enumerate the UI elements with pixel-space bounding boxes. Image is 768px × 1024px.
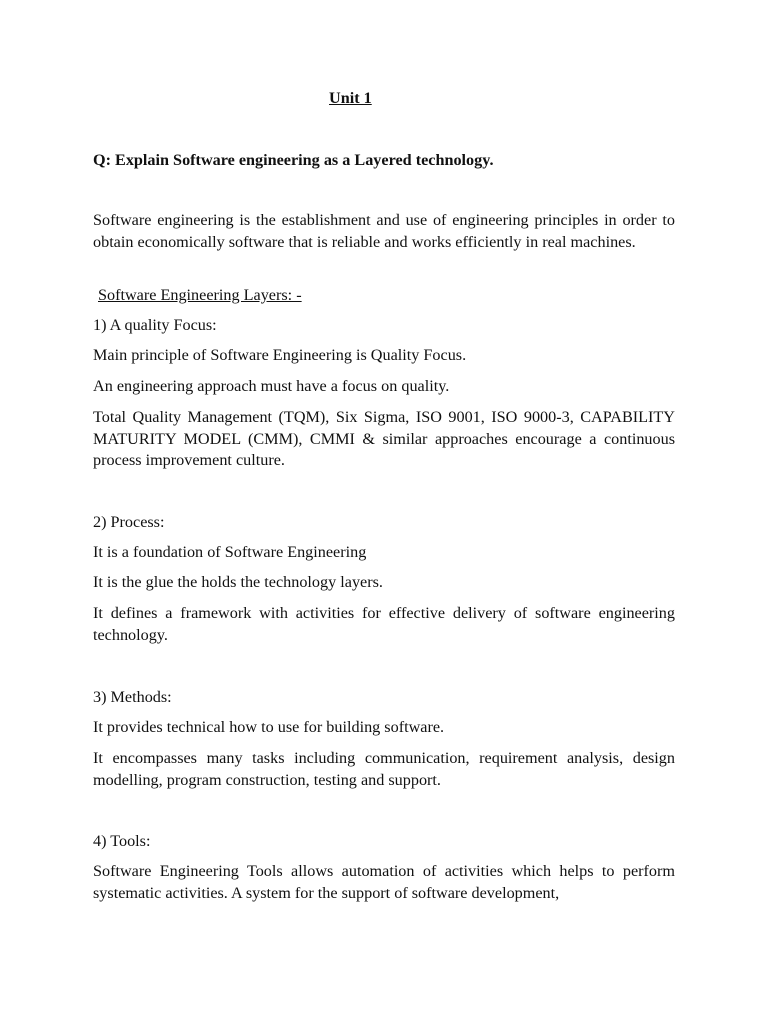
section-heading-process: 2) Process: [93,513,165,531]
process-paragraph-2: It is the glue the holds the technology layers. [93,573,383,591]
page-title: Unit 1 [329,89,372,107]
section-heading-quality-focus: 1) A quality Focus: [93,316,217,334]
layers-heading: Software Engineering Layers: - [98,286,302,304]
quality-paragraph-1: Main principle of Software Engineering is Quality Focus. [93,346,467,364]
tools-paragraph-1: Software Engineering Tools allows automation of activities which helps to perform systematic activities. A system for the support of software development, [93,862,675,902]
quality-paragraph-3: Total Quality Management (TQM), Six Sigma, ISO 9001, ISO 9000-3, CAPABILITY MATURITY MODEL (CMM), CMMI & similar approaches encourage a continuous process improvement culture. [93,408,675,469]
methods-paragraph-1: It provides technical how to use for building software. [93,718,445,736]
process-paragraph-1: It is a foundation of Software Engineering [93,543,367,561]
intro-paragraph: Software engineering is the establishment and use of engineering principles in order to obtain economically software that is reliable and works efficiently in real machines. [93,211,675,251]
section-heading-tools: 4) Tools: [93,832,151,850]
section-heading-methods: 3) Methods: [93,688,172,706]
methods-paragraph-2: It encompasses many tasks including communication, requirement analysis, design modelling, program construction, testing and support. [93,749,675,789]
process-paragraph-3: It defines a framework with activities for effective delivery of software engineering technology. [93,604,675,644]
question-heading: Q: Explain Software engineering as a Layered technology. [93,151,494,169]
quality-paragraph-2: An engineering approach must have a focus on quality. [93,377,450,395]
